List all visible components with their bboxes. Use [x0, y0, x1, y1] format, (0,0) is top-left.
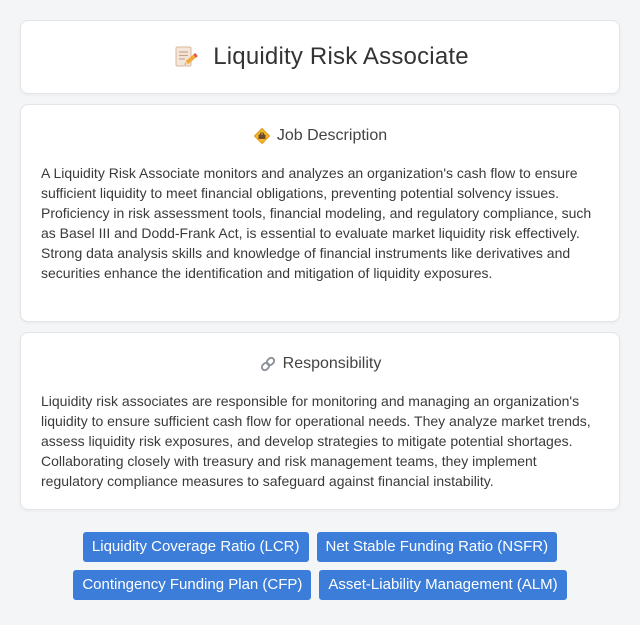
tag-alm[interactable]: Asset-Liability Management (ALM) [319, 570, 566, 600]
job-description-title: Job Description [276, 127, 388, 144]
tag-lcr[interactable]: Liquidity Coverage Ratio (LCR) [83, 532, 309, 562]
memo-pencil-icon [171, 43, 199, 71]
diamond-badge-icon [253, 127, 271, 145]
tag-cfp[interactable]: Contingency Funding Plan (CFP) [73, 570, 311, 600]
job-description-heading [41, 125, 599, 147]
link-icon [259, 355, 277, 373]
tag-nsfr[interactable]: Net Stable Funding Ratio (NSFR) [317, 532, 558, 562]
responsibility-title: Responsibility [282, 355, 382, 372]
responsibility-card [20, 332, 620, 510]
job-description-text: A Liquidity Risk Associate monitors and analyzes an organization's cash flow to ensure sufficient liquidity to meet financial obligations, preventing potential solvency issues. Proficiency in risk assessment tools, financial modeling, and regulatory compliance, such as Basel III and Dodd-Frank Act, is essential to evaluate market liquidity risk effectively. Strong data analysis skills and knowledge of financial instruments like derivatives and securities enhance the identification and mitigation of liquidity exposures. [41, 165, 592, 281]
page-title: Liquidity Risk Associate [213, 43, 469, 70]
responsibility-text: Liquidity risk associates are responsible for monitoring and managing an organization's liquidity to ensure sufficient cash flow for operational needs. They analyze market trends, assess liquidity risk exposures, and develop strategies to mitigate potential shortages. Collaborating closely with treasury and risk management teams, they implement regulatory compliance measures to safeguard against financial instability. [41, 393, 591, 489]
job-description-card [20, 104, 620, 322]
skill-tags [20, 532, 620, 600]
responsibility-heading [41, 353, 599, 375]
title-card [20, 20, 620, 94]
